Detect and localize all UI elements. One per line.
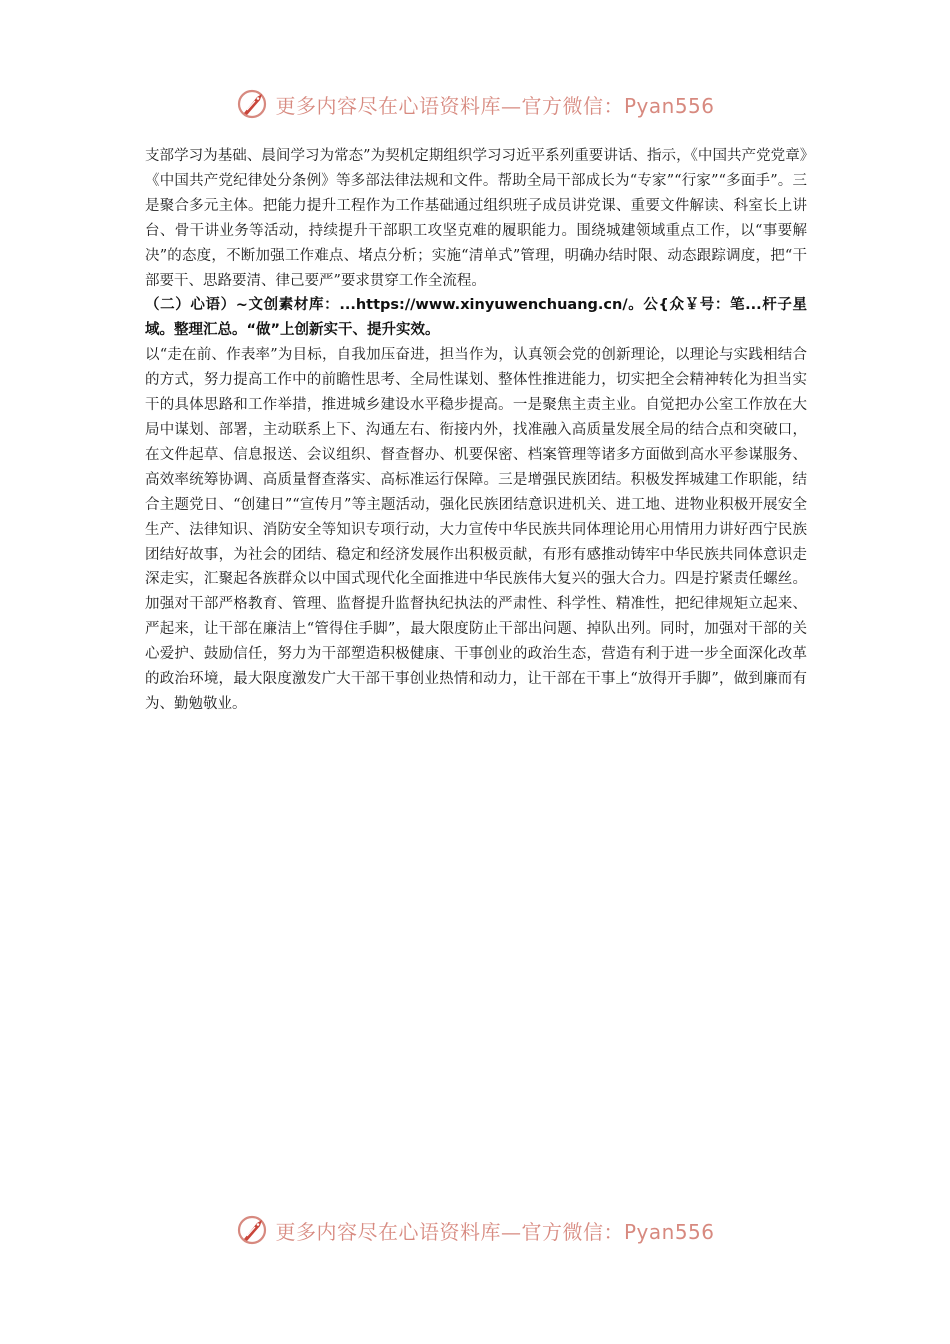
- pen-nib-logo-icon: [235, 1212, 271, 1248]
- wechat-id: Pyan556: [623, 93, 715, 118]
- footer-banner-text: 更多内容尽在心语资料库—官方微信：Pyan556: [275, 1219, 715, 1244]
- paragraph-1: 支部学习为基础、晨间学习为常态”为契机定期组织学习习近平系列重要讲话、指示，《中国共产党党章》《中国共产党纪律处分条例》等多部法律法规和文件。帮助全局干部成长为“专家”“行家”“多面手”。三是聚合多元主体。把能力提升工程作为工作基础通过组织班子成员讲党课、重要文件解读、科室长上讲台、骨干讲业务等活动，持续提升干部职工攻坚克难的履职能力。围绕城建领域重点工作，以“事要解决”的态度，不断加强工作难点、堵点分析；实施“清单式”管理，明确办结时限、动态跟踪调度，把“干部要干、思路要清、律己要严”要求贯穿工作全流程。: [145, 148, 807, 289]
- pen-nib-logo-icon: [235, 86, 271, 122]
- wechat-id: Pyan556: [623, 1219, 715, 1244]
- header-banner-text: 更多内容尽在心语资料库—官方微信：Pyan556: [275, 93, 715, 118]
- section-heading-2: （二）心语）~文创素材库：...https://www.xinyuwenchuang.cn/。公{众￥号：笔...杆子星域。整理汇总。“做”上创新实干、提升实效。: [145, 297, 807, 339]
- header-banner: [0, 82, 950, 126]
- paragraph-2: 以“走在前、作表率”为目标，自我加压奋进，担当作为，认真领会党的创新理论，以理论与实践相结合的方式，努力提高工作中的前瞻性思考、全局性谋划、整体性推进能力，切实把全会精神转化为担当实干的具体思路和工作举措，推进城乡建设水平稳步提高。一是聚焦主责主业。自觉把办公室工作放在大局中谋划、部署，主动联系上下、沟通左右、衔接内外，找准融入高质量发展全局的结合点和突破口，在文件起草、信息报送、会议组织、督查督办、机要保密、档案管理等诸多方面做到高水平参谋服务、高效率统筹协调、高质量督查落实、高标准运行保障。三是增强民族团结。积极发挥城建工作职能，结合主题党日、“创建日”“宣传月”等主题活动，强化民族团结意识进机关、进工地、进物业积极开展安全生产、法律知识、消防安全等知识专项行动，大力宣传中华民族共同体理论用心用情用力讲好西宁民族团结好故事，为社会的团结、稳定和经济发展作出积极贡献，有形有感推动铸牢中华民族共同体意识走深走实，汇聚起各族群众以中国式现代化全面推进中华民族伟大复兴的强大合力。四是拧紧责任螺丝。加强对干部严格教育、管理、监督提升监督执纪执法的严肃性、科学性、精准性，把纪律规矩立起来、严起来，让干部在廉洁上“管得住手脚”，最大限度防止干部出问题、掉队出列。同时，加强对干部的关心爱护、鼓励信任，努力为干部塑造积极健康、干事创业的政治生态，营造有利于进一步全面深化改革的政治环境，最大限度激发广大干部干事创业热情和动力，让干部在干事上“放得开手脚”，做到廉而有为、勤勉敬业。: [145, 347, 807, 712]
- document-body: [145, 144, 807, 717]
- footer-banner: [0, 1208, 950, 1252]
